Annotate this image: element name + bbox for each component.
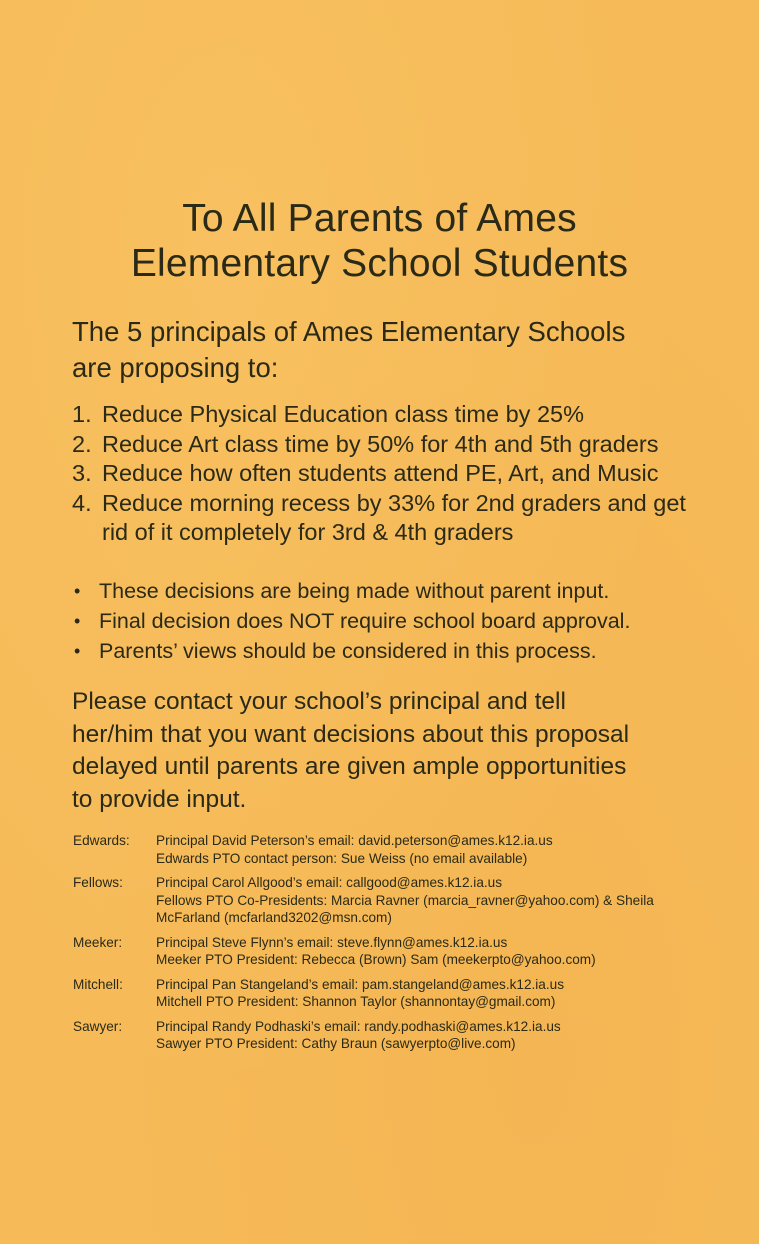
intro-line-1: The 5 principals of Ames Elementary Schools	[72, 316, 626, 347]
proposal-item	[72, 430, 752, 460]
school-name: Meeker:	[73, 934, 123, 950]
contact-lines	[156, 832, 743, 867]
school-name: Edwards:	[73, 833, 130, 848]
bullet-icon: •	[74, 641, 81, 661]
principal-contact: Principal Pan Stangeland’s email: pam.stangeland@ames.k12.ia.us	[156, 976, 565, 992]
proposal-text: Reduce Art class time by 50% for 4th and 5th graders	[102, 430, 659, 457]
call-line-3: delayed until parents are given ample opportunities	[72, 753, 627, 780]
contact-lines	[156, 976, 743, 1011]
title-line-1: To All Parents of Ames	[182, 197, 577, 240]
concern-item	[72, 606, 630, 636]
call-line-2: her/him that you want decisions about this proposal	[72, 720, 630, 748]
intro-text	[72, 314, 625, 386]
concern-text: These decisions are being made without parent input.	[99, 579, 610, 603]
pto-contact: Mitchell PTO President: Shannon Taylor (shannontay@gmail.com)	[156, 994, 556, 1009]
proposal-item	[72, 400, 752, 430]
concern-text: Final decision does NOT require school board approval.	[99, 609, 631, 633]
call-to-action	[72, 686, 742, 816]
call-line-4: to provide input.	[72, 785, 247, 813]
bullet-icon: •	[74, 581, 81, 601]
bullet-icon: •	[74, 611, 81, 631]
proposal-list	[72, 400, 752, 548]
concern-list	[72, 576, 630, 666]
principal-contact: Principal Carol Allgood’s email: callgood@ames.k12.ia.us	[156, 875, 503, 890]
contact-edwards	[73, 832, 743, 867]
call-line-1: Please contact your school’s principal and tell	[72, 688, 566, 715]
concern-text: Parents’ views should be considered in this process.	[99, 639, 597, 663]
contact-fellows	[73, 874, 743, 927]
proposal-item	[72, 489, 752, 548]
pto-contact-continued: McFarland (mcfarland3202@msn.com)	[156, 910, 392, 925]
school-name: Sawyer:	[73, 1018, 123, 1034]
pto-contact: Meeker PTO President: Rebecca (Brown) Sam (meekerpto@yahoo.com)	[156, 952, 596, 967]
proposal-number: 2.	[72, 430, 92, 457]
principal-contact: Principal David Peterson’s email: david.peterson@ames.k12.ia.us	[156, 833, 553, 848]
school-name: Mitchell:	[73, 976, 123, 992]
proposal-text: Reduce Physical Education class time by 25%	[102, 401, 584, 427]
concern-item	[72, 636, 630, 666]
contact-lines	[156, 934, 743, 969]
pto-contact: Sawyer PTO President: Cathy Braun (sawyerpto@live.com)	[156, 1036, 516, 1051]
flyer-title	[0, 196, 759, 286]
school-name: Fellows:	[73, 875, 123, 890]
contact-lines	[156, 1018, 743, 1053]
proposal-number: 1.	[72, 401, 92, 427]
proposal-item	[72, 459, 752, 489]
contact-directory	[73, 832, 743, 1060]
proposal-number: 3.	[72, 460, 92, 486]
principal-contact: Principal Steve Flynn’s email: steve.flynn@ames.k12.ia.us	[156, 934, 508, 950]
intro-line-2: are proposing to:	[72, 352, 279, 383]
contact-lines	[156, 874, 743, 927]
concern-item	[72, 576, 630, 606]
contact-meeker	[73, 934, 743, 969]
proposal-number: 4.	[72, 489, 92, 516]
contact-mitchell	[73, 976, 743, 1011]
contact-sawyer	[73, 1018, 743, 1053]
pto-contact: Edwards PTO contact person: Sue Weiss (no email available)	[156, 850, 528, 866]
principal-contact: Principal Randy Podhaski’s email: randy.podhaski@ames.k12.ia.us	[156, 1018, 561, 1034]
pto-contact: Fellows PTO Co-Presidents: Marcia Ravner (marcia_ravner@yahoo.com) & Sheila	[156, 892, 654, 908]
proposal-text: Reduce how often students attend PE, Art, and Music	[102, 460, 659, 486]
proposal-text: Reduce morning recess by 33% for 2nd graders and get rid of it completely for 3rd & 4th graders	[102, 489, 686, 545]
title-line-2: Elementary School Students	[130, 242, 629, 285]
